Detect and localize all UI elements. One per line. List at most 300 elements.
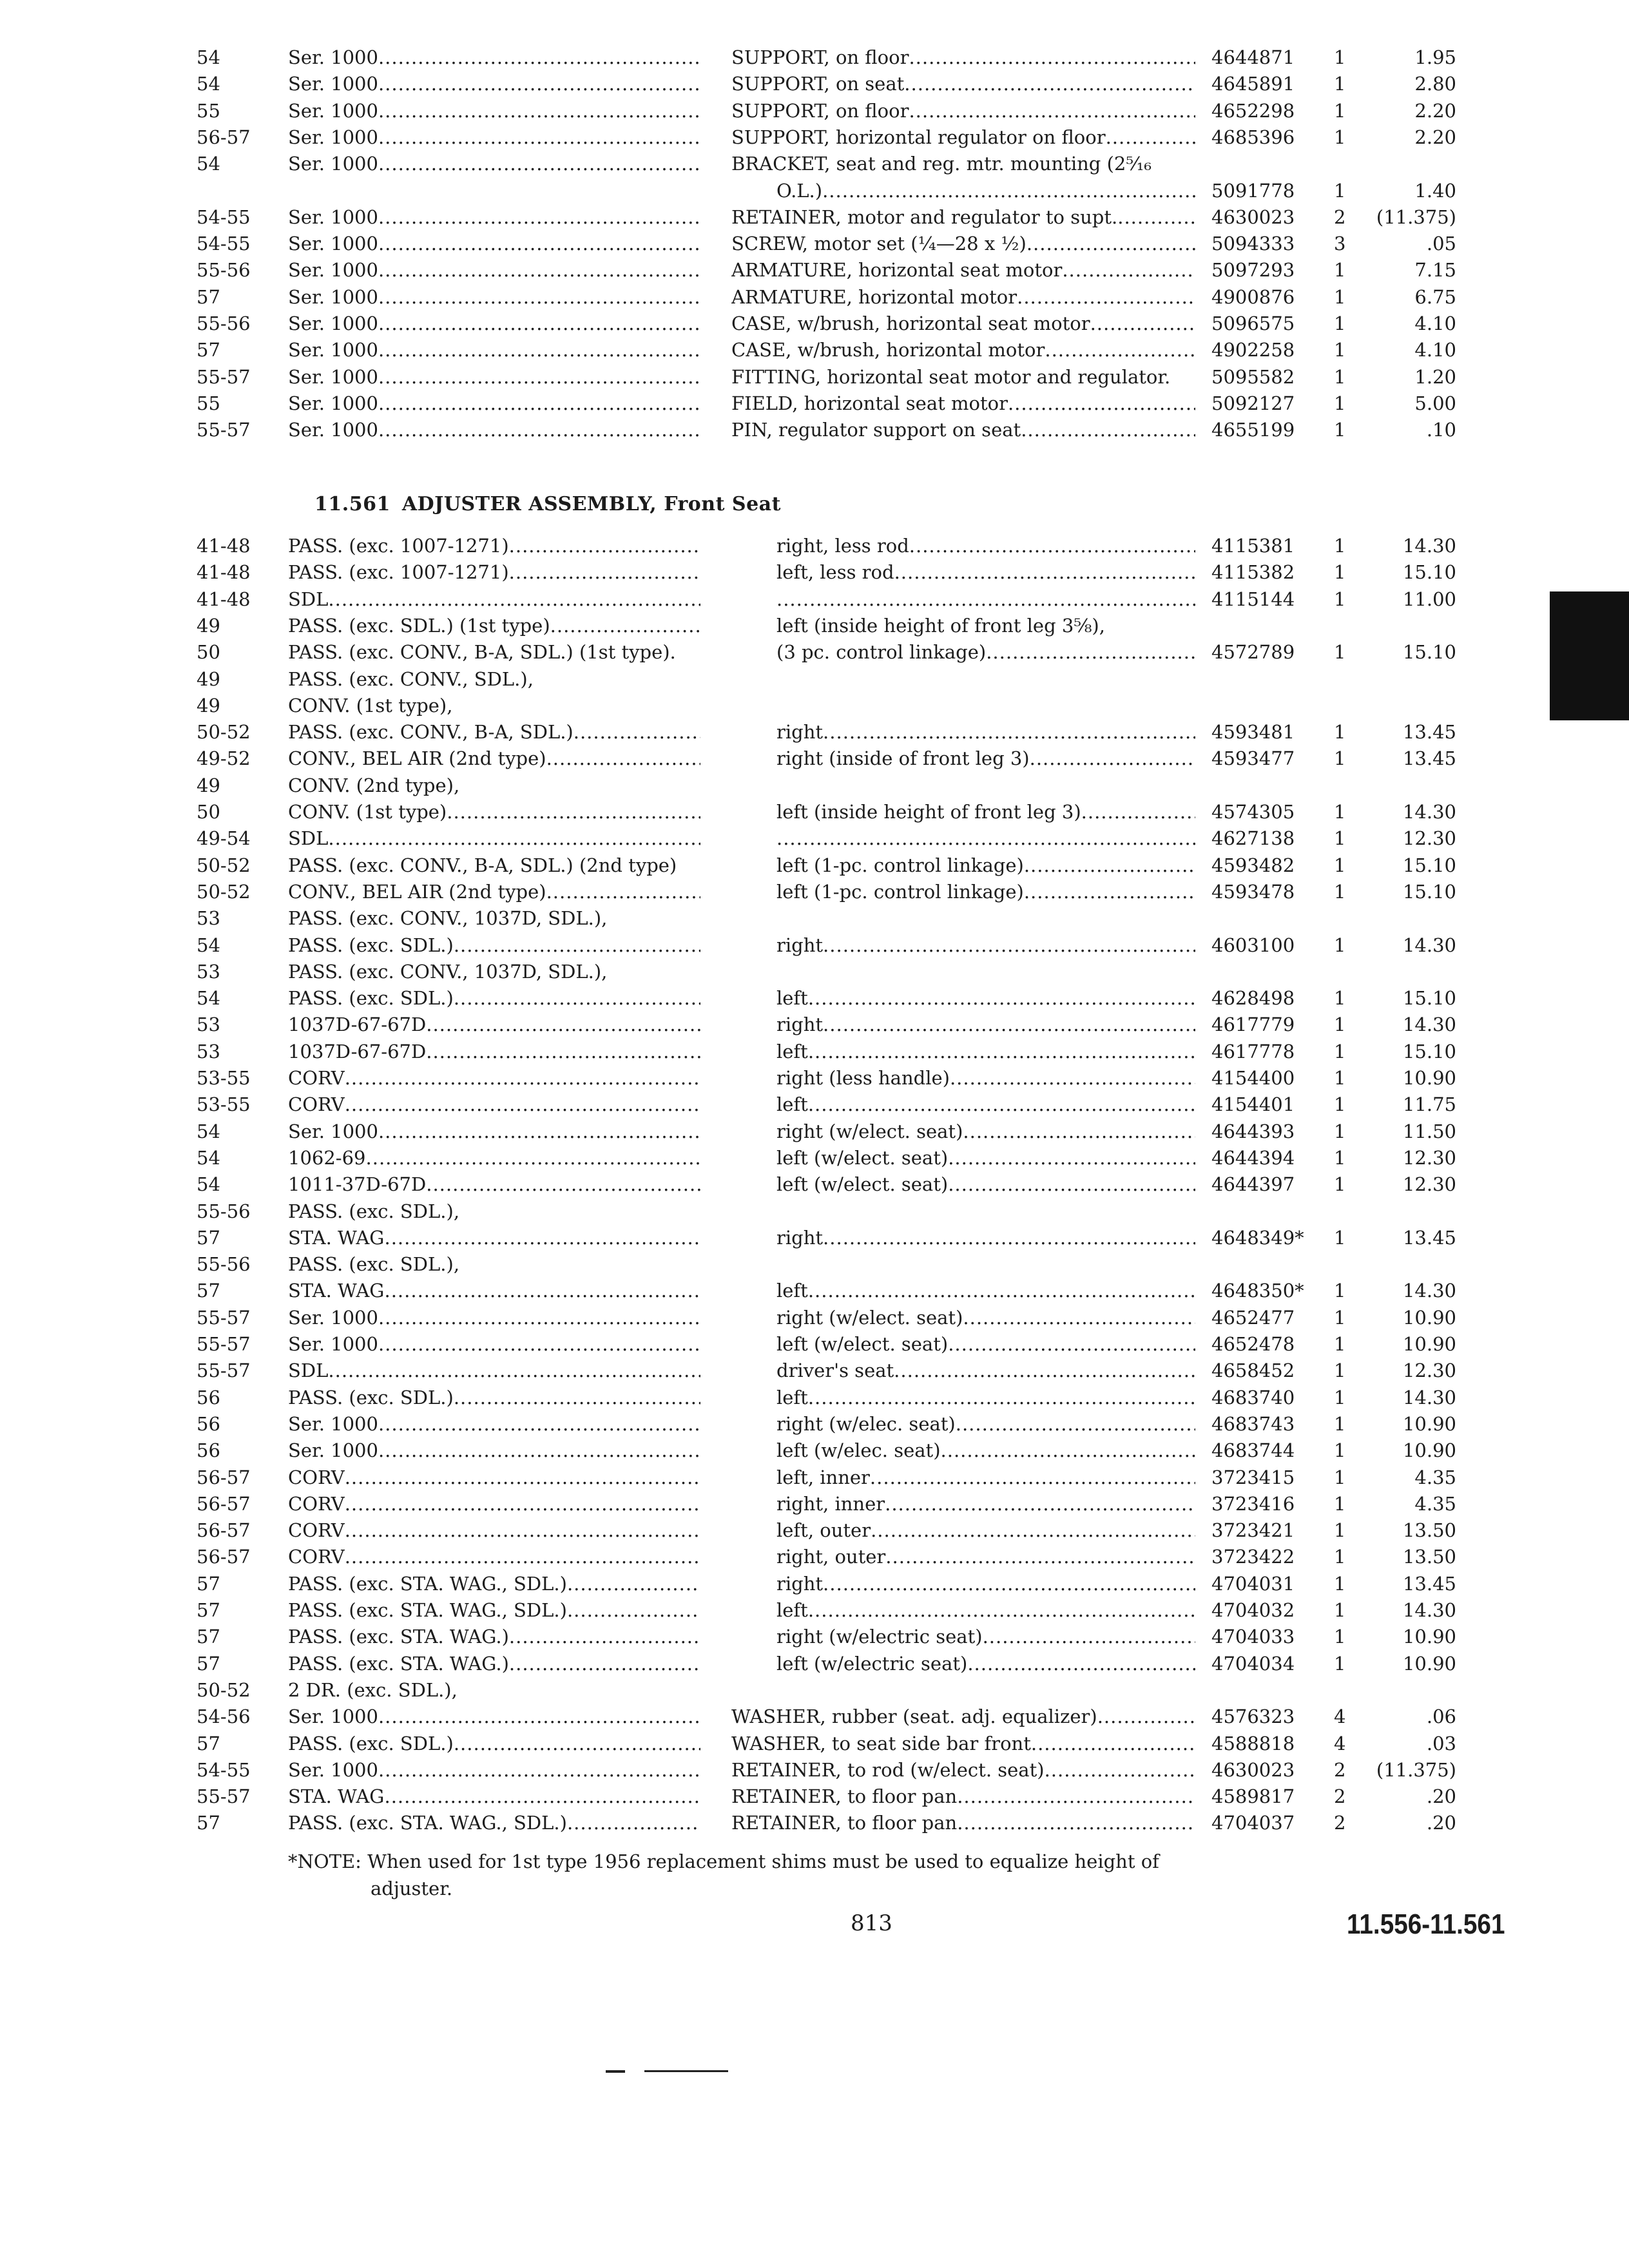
description-cell: right..... bbox=[776, 1224, 1195, 1251]
model-cell: PASS. (exc. SDL.), bbox=[288, 1200, 460, 1222]
model-cell: Ser. 1000..... bbox=[288, 390, 700, 417]
year-cell: 49 bbox=[197, 615, 220, 637]
table-row bbox=[0, 1064, 1629, 1091]
description-cell: right, inner..... bbox=[776, 1490, 1195, 1517]
model-cell: Ser. 1000..... bbox=[288, 310, 700, 337]
year-cell: 57 bbox=[197, 1626, 220, 1648]
price-cell: 10.90 bbox=[1402, 1333, 1456, 1355]
description-cell: left..... bbox=[776, 985, 1195, 1012]
year-cell: 55-57 bbox=[197, 1307, 251, 1329]
year-cell: 49 bbox=[197, 695, 220, 716]
model-cell: Ser. 1000..... bbox=[288, 1410, 700, 1437]
description-cell: left, outer..... bbox=[776, 1517, 1195, 1544]
table-row bbox=[0, 363, 1629, 390]
price-cell bbox=[1366, 612, 1456, 639]
table-row bbox=[0, 1091, 1629, 1118]
quantity-cell: 1 bbox=[1334, 1227, 1346, 1249]
year-cell: 53 bbox=[197, 1041, 220, 1062]
year-cell: 50-52 bbox=[197, 721, 251, 743]
part-number-cell: 4593481 bbox=[1211, 721, 1295, 743]
year-cell: 49-54 bbox=[197, 827, 251, 849]
part-number-cell: 4704032 bbox=[1211, 1599, 1295, 1621]
model-cell: Ser. 1000..... bbox=[288, 363, 700, 390]
year-cell: 54-55 bbox=[197, 233, 251, 255]
table-row bbox=[0, 177, 1629, 204]
year-cell: 54 bbox=[197, 46, 220, 68]
part-number-cell: 4115144 bbox=[1211, 588, 1295, 610]
description-cell: RETAINER, motor and regulator to supt...... bbox=[731, 204, 1195, 231]
table-row bbox=[0, 1410, 1629, 1437]
part-number-cell: 4617778 bbox=[1211, 1041, 1295, 1062]
model-cell: Ser. 1000..... bbox=[288, 44, 700, 71]
model-cell: PASS. (exc. CONV., 1037D, SDL.), bbox=[288, 961, 608, 983]
quantity-cell: 1 bbox=[1334, 1653, 1346, 1675]
part-number-cell: 4704031 bbox=[1211, 1573, 1295, 1595]
part-number-cell: 4704034 bbox=[1211, 1653, 1295, 1675]
part-number-cell: 5096575 bbox=[1211, 312, 1295, 334]
year-cell: 54 bbox=[197, 1120, 220, 1142]
table-row bbox=[0, 336, 1629, 363]
price-cell: 11.75 bbox=[1402, 1093, 1456, 1115]
price-cell: 15.10 bbox=[1402, 987, 1456, 1009]
price-cell: 4.10 bbox=[1414, 312, 1456, 334]
quantity-cell: 1 bbox=[1334, 180, 1346, 202]
year-cell: 49 bbox=[197, 668, 220, 690]
table-row bbox=[0, 1331, 1629, 1358]
year-cell bbox=[197, 177, 280, 204]
model-cell: PASS. (exc. CONV., B-A, SDL.) (1st type). bbox=[288, 641, 676, 663]
year-cell: 53 bbox=[197, 907, 220, 929]
footnote bbox=[288, 1848, 1216, 1902]
model-cell: Ser. 1000..... bbox=[288, 230, 700, 257]
year-cell: 57 bbox=[197, 1227, 220, 1249]
year-cell: 55-57 bbox=[197, 1333, 251, 1355]
price-cell: .06 bbox=[1426, 1706, 1456, 1727]
year-cell: 41-48 bbox=[197, 561, 251, 583]
part-number-cell bbox=[1211, 1198, 1318, 1225]
year-cell: 57 bbox=[197, 1573, 220, 1595]
table-row bbox=[0, 532, 1629, 559]
year-cell: 50-52 bbox=[197, 881, 251, 903]
part-number-cell: 4644397 bbox=[1211, 1173, 1295, 1195]
model-cell: Ser. 1000..... bbox=[288, 336, 700, 363]
part-number-cell: 4683743 bbox=[1211, 1413, 1295, 1435]
price-cell: 2.80 bbox=[1414, 73, 1456, 95]
year-cell: 50-52 bbox=[197, 854, 251, 876]
description-cell: SUPPORT, on floor..... bbox=[731, 97, 1195, 124]
price-cell: 2.20 bbox=[1414, 100, 1456, 122]
price-cell: 15.10 bbox=[1402, 881, 1456, 903]
model-cell: Ser. 1000..... bbox=[288, 1118, 700, 1145]
model-cell: Ser. 1000..... bbox=[288, 150, 700, 177]
part-number-cell bbox=[1211, 666, 1318, 693]
model-cell: Ser. 1000..... bbox=[288, 1331, 700, 1358]
model-cell: PASS. (exc. CONV., B-A, SDL.) (2nd type) bbox=[288, 854, 677, 876]
part-number-cell: 4617779 bbox=[1211, 1014, 1295, 1035]
table-row bbox=[0, 1357, 1629, 1384]
quantity-cell: 1 bbox=[1334, 934, 1346, 956]
part-number-cell bbox=[1211, 612, 1318, 639]
part-number-cell: 4593477 bbox=[1211, 747, 1295, 769]
model-cell: CORV..... bbox=[288, 1091, 700, 1118]
description-cell: ARMATURE, horizontal motor..... bbox=[731, 284, 1195, 311]
model-cell: Ser. 1000..... bbox=[288, 1703, 700, 1730]
description-cell: FITTING, horizontal seat motor and regulator. bbox=[731, 366, 1171, 388]
table-row bbox=[0, 692, 1629, 719]
part-number-cell: 4704033 bbox=[1211, 1626, 1295, 1648]
quantity-cell: 1 bbox=[1334, 1387, 1346, 1408]
price-cell bbox=[1366, 692, 1456, 719]
table-row bbox=[0, 416, 1629, 443]
model-cell: PASS. (exc. CONV., B-A, SDL.)..... bbox=[288, 718, 700, 745]
price-cell bbox=[1366, 958, 1456, 985]
year-cell: 54 bbox=[197, 987, 220, 1009]
description-cell bbox=[776, 586, 1195, 613]
quantity-cell: 1 bbox=[1334, 747, 1346, 769]
table-row bbox=[0, 97, 1629, 124]
model-cell: Ser. 1000..... bbox=[288, 1756, 700, 1783]
model-cell: CORV..... bbox=[288, 1064, 700, 1091]
model-cell: 1037D-67-67D..... bbox=[288, 1038, 700, 1065]
quantity-cell: 1 bbox=[1334, 1307, 1346, 1329]
part-number-cell: 4576323 bbox=[1211, 1706, 1295, 1727]
description-cell: (3 pc. control linkage)..... bbox=[776, 639, 1195, 666]
table-row bbox=[0, 1703, 1629, 1730]
table-row bbox=[0, 1730, 1629, 1757]
part-number-cell: 4627138 bbox=[1211, 827, 1295, 849]
year-cell: 54 bbox=[197, 73, 220, 95]
table-row bbox=[0, 586, 1629, 613]
price-cell: 5.00 bbox=[1414, 392, 1456, 414]
description-cell: BRACKET, seat and reg. mtr. mounting (2⁵⁄₁₆ bbox=[731, 153, 1152, 175]
table-row bbox=[0, 825, 1629, 852]
part-number-cell bbox=[1211, 1677, 1318, 1704]
quantity-cell: 1 bbox=[1334, 339, 1346, 361]
table-row bbox=[0, 1437, 1629, 1464]
description-cell: ARMATURE, horizontal seat motor..... bbox=[731, 256, 1195, 284]
model-cell: STA. WAG..... bbox=[288, 1277, 700, 1304]
part-number-cell: 4154400 bbox=[1211, 1067, 1295, 1089]
table-row bbox=[0, 1809, 1629, 1836]
quantity-cell: 1 bbox=[1334, 1041, 1346, 1062]
part-number-cell: 4683744 bbox=[1211, 1439, 1295, 1461]
description-cell: left..... bbox=[776, 1597, 1195, 1624]
year-cell: 49 bbox=[197, 774, 220, 796]
quantity-cell: 1 bbox=[1334, 126, 1346, 148]
table-row bbox=[0, 1304, 1629, 1331]
description-cell: left..... bbox=[776, 1384, 1195, 1411]
year-cell: 56 bbox=[197, 1387, 220, 1408]
table-row bbox=[0, 1277, 1629, 1304]
description-cell: right..... bbox=[776, 1570, 1195, 1597]
year-cell: 41-48 bbox=[197, 535, 251, 557]
year-cell: 53-55 bbox=[197, 1067, 251, 1089]
model-cell: SDL..... bbox=[288, 586, 700, 613]
price-cell: 14.30 bbox=[1402, 1280, 1456, 1302]
price-cell: (11.375) bbox=[1376, 206, 1456, 228]
model-cell: 1062-69..... bbox=[288, 1144, 700, 1171]
description-cell: left (w/elec. seat)..... bbox=[776, 1437, 1195, 1464]
quantity-cell: 1 bbox=[1334, 1413, 1346, 1435]
description-cell: right (inside of front leg 3)..... bbox=[776, 745, 1195, 772]
part-number-cell: 4704037 bbox=[1211, 1812, 1295, 1834]
quantity-cell: 1 bbox=[1334, 535, 1346, 557]
table-row bbox=[0, 1118, 1629, 1145]
table-row bbox=[0, 1171, 1629, 1198]
price-cell: 12.30 bbox=[1402, 1147, 1456, 1169]
quantity-cell: 1 bbox=[1334, 1333, 1346, 1355]
year-cell: 55-56 bbox=[197, 312, 251, 334]
description-cell: right..... bbox=[776, 1011, 1195, 1038]
description-cell: right..... bbox=[776, 932, 1195, 959]
model-cell: Ser. 1000..... bbox=[288, 97, 700, 124]
table-row bbox=[0, 1597, 1629, 1624]
price-cell: 13.50 bbox=[1402, 1519, 1456, 1541]
year-cell: 57 bbox=[197, 286, 220, 308]
price-cell: 10.90 bbox=[1402, 1439, 1456, 1461]
table-row bbox=[0, 1677, 1629, 1704]
description-cell: left (w/elect. seat)..... bbox=[776, 1171, 1195, 1198]
model-cell: PASS. (exc. SDL.), bbox=[288, 1253, 460, 1275]
price-cell: 13.45 bbox=[1402, 1227, 1456, 1249]
part-number-cell bbox=[1211, 150, 1318, 177]
price-cell: 15.10 bbox=[1402, 561, 1456, 583]
price-cell bbox=[1366, 1677, 1456, 1704]
model-cell: CONV. (2nd type), bbox=[288, 774, 460, 796]
model-cell: PASS. (exc. STA. WAG.)..... bbox=[288, 1650, 700, 1677]
table-row bbox=[0, 44, 1629, 71]
footnote-line-1: *NOTE: When used for 1st type 1956 replacement shims must be used to equalize height of bbox=[288, 1850, 1159, 1872]
price-cell bbox=[1366, 905, 1456, 932]
part-number-cell: 4683740 bbox=[1211, 1387, 1295, 1408]
price-cell: 13.45 bbox=[1402, 721, 1456, 743]
model-cell: PASS. (exc. 1007-1271)..... bbox=[288, 559, 700, 586]
section-range: 11.556-11.561 bbox=[1347, 1908, 1505, 1940]
year-cell: 50 bbox=[197, 801, 220, 823]
table-row bbox=[0, 1623, 1629, 1650]
price-cell bbox=[1366, 772, 1456, 799]
price-cell: 4.35 bbox=[1414, 1493, 1456, 1515]
price-cell: 15.10 bbox=[1402, 854, 1456, 876]
price-cell: 2.20 bbox=[1414, 126, 1456, 148]
part-number-cell: 4644394 bbox=[1211, 1147, 1295, 1169]
description-cell: SUPPORT, on seat..... bbox=[731, 70, 1195, 97]
description-cell: SUPPORT, on floor..... bbox=[731, 44, 1195, 71]
model-cell: PASS. (exc. STA. WAG., SDL.)..... bbox=[288, 1597, 700, 1624]
part-number-cell: 4630023 bbox=[1211, 206, 1295, 228]
part-number-cell: 4648350* bbox=[1211, 1280, 1304, 1302]
table-row bbox=[0, 230, 1629, 257]
table-row bbox=[0, 124, 1629, 151]
table-row bbox=[0, 1038, 1629, 1065]
price-cell bbox=[1366, 150, 1456, 177]
quantity-cell: 1 bbox=[1334, 419, 1346, 441]
description-cell: left (inside height of front leg 3⅝), bbox=[776, 615, 1105, 637]
model-cell: STA. WAG..... bbox=[288, 1224, 700, 1251]
description-cell: left..... bbox=[776, 1091, 1195, 1118]
quantity-cell: 1 bbox=[1334, 721, 1346, 743]
description-cell: driver's seat..... bbox=[776, 1357, 1195, 1384]
quantity-cell: 1 bbox=[1334, 1519, 1346, 1541]
year-cell: 56-57 bbox=[197, 1546, 251, 1568]
description-cell: CASE, w/brush, horizontal motor..... bbox=[731, 336, 1195, 363]
price-cell: 4.35 bbox=[1414, 1466, 1456, 1488]
year-cell: 50-52 bbox=[197, 1679, 251, 1701]
quantity-cell: 1 bbox=[1334, 1120, 1346, 1142]
description-cell: SCREW, motor set (¼—28 x ½)..... bbox=[731, 230, 1195, 257]
quantity-cell: 1 bbox=[1334, 1546, 1346, 1568]
part-number-cell: 4648349* bbox=[1211, 1227, 1304, 1249]
table-row bbox=[0, 798, 1629, 825]
year-cell: 57 bbox=[197, 1653, 220, 1675]
description-cell: right..... bbox=[776, 718, 1195, 745]
description-cell: FIELD, horizontal seat motor..... bbox=[731, 390, 1195, 417]
part-number-cell: 4589817 bbox=[1211, 1785, 1295, 1807]
description-cell: left..... bbox=[776, 1038, 1195, 1065]
year-cell: 55-57 bbox=[197, 366, 251, 388]
quantity-cell: 1 bbox=[1334, 259, 1346, 281]
part-number-cell: 3723422 bbox=[1211, 1546, 1295, 1568]
description-cell: right (w/elect. seat)..... bbox=[776, 1118, 1195, 1145]
part-number-cell: 4644871 bbox=[1211, 46, 1295, 68]
year-cell: 53-55 bbox=[197, 1093, 251, 1115]
part-number-cell: 5094333 bbox=[1211, 233, 1295, 255]
table-row bbox=[0, 639, 1629, 666]
part-number-cell bbox=[1211, 905, 1318, 932]
part-number-cell: 4593482 bbox=[1211, 854, 1295, 876]
section-title: ADJUSTER ASSEMBLY, Front Seat bbox=[401, 493, 781, 515]
table-row bbox=[0, 390, 1629, 417]
model-cell: Ser. 1000..... bbox=[288, 1304, 700, 1331]
part-number-cell: 4902258 bbox=[1211, 339, 1295, 361]
model-cell: PASS. (exc. SDL.)..... bbox=[288, 1730, 700, 1757]
part-number-cell bbox=[1211, 692, 1318, 719]
description-cell: left (w/elect. seat)..... bbox=[776, 1144, 1195, 1171]
price-cell: 14.30 bbox=[1402, 1599, 1456, 1621]
part-number-cell: 4655199 bbox=[1211, 419, 1295, 441]
price-cell: .10 bbox=[1426, 419, 1456, 441]
price-cell: 10.90 bbox=[1402, 1626, 1456, 1648]
description-cell: left (1-pc. control linkage)..... bbox=[776, 878, 1195, 905]
model-cell: PASS. (exc. SDL.)..... bbox=[288, 1384, 700, 1411]
model-cell: 1011-37D-67D..... bbox=[288, 1171, 700, 1198]
table-row bbox=[0, 284, 1629, 311]
model-cell: Ser. 1000..... bbox=[288, 284, 700, 311]
table-row bbox=[0, 985, 1629, 1012]
description-cell: left (w/electric seat)..... bbox=[776, 1650, 1195, 1677]
model-cell: PASS. (exc. SDL.)..... bbox=[288, 932, 700, 959]
part-number-cell: 4658452 bbox=[1211, 1360, 1295, 1381]
quantity-cell: 1 bbox=[1334, 1093, 1346, 1115]
description-cell bbox=[776, 825, 1195, 852]
year-cell: 56-57 bbox=[197, 1466, 251, 1488]
model-cell: PASS. (exc. CONV., 1037D, SDL.), bbox=[288, 907, 608, 929]
year-cell: 50 bbox=[197, 641, 220, 663]
year-cell: 55 bbox=[197, 392, 220, 414]
year-cell: 56-57 bbox=[197, 1493, 251, 1515]
year-cell: 54-55 bbox=[197, 1759, 251, 1781]
table-row bbox=[0, 256, 1629, 284]
description-cell: left, inner..... bbox=[776, 1464, 1195, 1491]
price-cell: 1.95 bbox=[1414, 46, 1456, 68]
part-number-cell bbox=[1211, 1251, 1318, 1278]
model-cell: PASS. (exc. STA. WAG., SDL.)..... bbox=[288, 1570, 700, 1597]
part-number-cell bbox=[1211, 958, 1318, 985]
year-cell: 55 bbox=[197, 100, 220, 122]
quantity-cell: 3 bbox=[1334, 233, 1346, 255]
model-cell: PASS. (exc. SDL.)..... bbox=[288, 985, 700, 1012]
part-number-cell: 4685396 bbox=[1211, 126, 1295, 148]
part-number-cell: 4115381 bbox=[1211, 535, 1295, 557]
year-cell: 57 bbox=[197, 1733, 220, 1754]
price-cell: 6.75 bbox=[1414, 286, 1456, 308]
price-cell: 12.30 bbox=[1402, 1360, 1456, 1381]
year-cell: 57 bbox=[197, 339, 220, 361]
part-number-cell: 5097293 bbox=[1211, 259, 1295, 281]
quantity-cell: 1 bbox=[1334, 366, 1346, 388]
quantity-cell: 1 bbox=[1334, 1626, 1346, 1648]
quantity-cell: 1 bbox=[1334, 827, 1346, 849]
table-row bbox=[0, 745, 1629, 772]
part-number-cell: 4630023 bbox=[1211, 1759, 1295, 1781]
model-cell: CORV..... bbox=[288, 1543, 700, 1570]
price-cell: 12.30 bbox=[1402, 827, 1456, 849]
model-cell: Ser. 1000..... bbox=[288, 416, 700, 443]
model-cell: PASS. (exc. CONV., SDL.), bbox=[288, 668, 534, 690]
description-cell: PIN, regulator support on seat..... bbox=[731, 416, 1195, 443]
year-cell: 56-57 bbox=[197, 1519, 251, 1541]
year-cell: 41-48 bbox=[197, 588, 251, 610]
year-cell: 54 bbox=[197, 153, 220, 175]
year-cell: 55-57 bbox=[197, 1360, 251, 1381]
price-cell bbox=[1366, 1198, 1456, 1225]
description-cell: SUPPORT, horizontal regulator on floor..... bbox=[731, 124, 1195, 151]
year-cell: 54-55 bbox=[197, 206, 251, 228]
part-number-cell: 4644393 bbox=[1211, 1120, 1295, 1142]
part-number-cell: 3723416 bbox=[1211, 1493, 1295, 1515]
quantity-cell: 1 bbox=[1334, 286, 1346, 308]
table-row bbox=[0, 559, 1629, 586]
price-cell: 12.30 bbox=[1402, 1173, 1456, 1195]
description-cell: CASE, w/brush, horizontal seat motor..... bbox=[731, 310, 1195, 337]
model-cell: CORV..... bbox=[288, 1517, 700, 1544]
scan-mark bbox=[606, 2070, 625, 2073]
part-number-cell: 3723421 bbox=[1211, 1519, 1295, 1541]
section-number: 11.561 bbox=[314, 493, 390, 515]
part-number-cell: 4603100 bbox=[1211, 934, 1295, 956]
price-cell: .20 bbox=[1426, 1812, 1456, 1834]
price-cell: 10.90 bbox=[1402, 1413, 1456, 1435]
quantity-cell: 1 bbox=[1334, 1466, 1346, 1488]
year-cell: 54 bbox=[197, 1147, 220, 1169]
price-cell: 13.50 bbox=[1402, 1546, 1456, 1568]
quantity-cell: 1 bbox=[1334, 641, 1346, 663]
year-cell: 49-52 bbox=[197, 747, 251, 769]
part-number-cell: 4588818 bbox=[1211, 1733, 1295, 1754]
description-cell: right, outer..... bbox=[776, 1543, 1195, 1570]
model-cell: CORV..... bbox=[288, 1490, 700, 1517]
year-cell: 57 bbox=[197, 1280, 220, 1302]
model-cell: 2 DR. (exc. SDL.), bbox=[288, 1679, 458, 1701]
description-cell: WASHER, rubber (seat. adj. equalizer)..... bbox=[731, 1703, 1195, 1730]
page-number: 813 bbox=[851, 1910, 892, 1936]
price-cell: .05 bbox=[1426, 233, 1456, 255]
quantity-cell: 1 bbox=[1334, 1067, 1346, 1089]
description-cell: right (w/electric seat)..... bbox=[776, 1623, 1195, 1650]
part-number-cell: 4154401 bbox=[1211, 1093, 1295, 1115]
price-cell: 14.30 bbox=[1402, 1014, 1456, 1035]
price-cell: 1.20 bbox=[1414, 366, 1456, 388]
